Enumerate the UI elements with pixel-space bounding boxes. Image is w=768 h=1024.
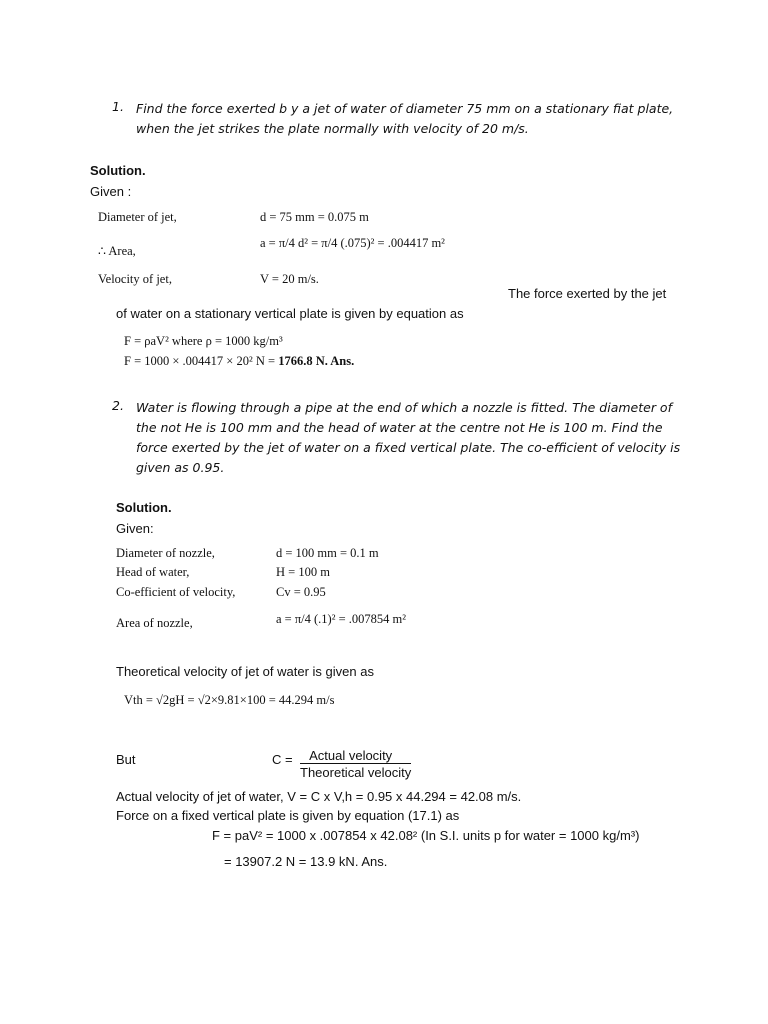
given-label-1: Given : — [90, 184, 132, 199]
given-2-label-area: Area of nozzle, — [116, 616, 193, 630]
given-2-value-diameter: d = 100 mm = 0.1 m — [276, 546, 379, 560]
jet-force-text-left: of water on a stationary vertical plate is given by equation as — [116, 306, 464, 321]
given-2-label-diameter: Diameter of nozzle, — [116, 546, 215, 560]
given-2-value-area: a = π/4 (.1)² = .007854 m² — [276, 612, 406, 626]
given-1-label-area: ∴ Area, — [98, 244, 136, 258]
question-2-line-2: the not He is 100 mm and the head of water at the centre not He is 100 m. Find the — [136, 420, 663, 435]
question-2-line-1: Water is flowing through a pipe at the end of which a nozzle is fitted. The diameter of — [136, 400, 672, 415]
given-2-label-head: Head of water, — [116, 565, 190, 579]
given-1-value-diameter-text: d = 75 mm = 0.075 m — [260, 210, 369, 224]
given-1-label-velocity: Velocity of jet, — [98, 272, 172, 286]
question-2-line-4: given as 0.95. — [136, 460, 225, 475]
force-intro-text: Force on a fixed vertical plate is given by equation (17.1) as — [116, 808, 460, 823]
solution-heading-2: Solution. — [116, 500, 172, 515]
equation-2-answer: 1766.8 N. Ans. — [278, 354, 355, 368]
cv-numerator: Actual velocity — [300, 748, 411, 764]
theoretical-velocity-text: Theoretical velocity of jet of water is given as — [116, 664, 374, 679]
but-label: But — [116, 752, 136, 767]
cv-lhs: C = — [272, 752, 293, 767]
given-2-value-head: H = 100 m — [276, 565, 330, 579]
cv-denominator: Theoretical velocity — [300, 765, 412, 780]
equation-2 — [124, 354, 354, 369]
actual-velocity-text: Actual velocity of jet of water, V = C x V,h = 0.95 x 44.294 = 42.08 m/s. — [116, 789, 522, 804]
question-1-line-2: when the jet strikes the plate normally with velocity of 20 m/s. — [136, 121, 529, 136]
question-number-2: 2. — [112, 398, 124, 413]
given-label-2: Given: — [116, 521, 154, 536]
given-1-value-diameter — [260, 210, 369, 225]
solution-heading-1: Solution. — [90, 163, 146, 178]
question-number-1: 1. — [112, 99, 124, 114]
question-2-line-3: force exerted by the jet of water on a fixed vertical plate. The co-efficient of velocity is — [136, 440, 681, 455]
force-equation: F = paV² = 1000 x .007854 x 42.08² (In S.I. units p for water = 1000 kg/m³) — [212, 828, 640, 843]
given-2-value-cv: Cv = 0.95 — [276, 585, 326, 599]
theoretical-velocity-equation: Vth = √2gH = √2×9.81×100 = 44.294 m/s — [124, 693, 335, 707]
given-1-value-velocity: V = 20 m/s. — [260, 272, 319, 286]
given-1-value-area: a = π/4 d² = π/4 (.075)² = .004417 m² — [260, 236, 445, 250]
equation-1: F = ρaV² where ρ = 1000 kg/m³ — [124, 334, 283, 348]
force-result: = 13907.2 N = 13.9 kN. Ans. — [224, 854, 388, 869]
jet-force-text-right: The force exerted by the jet — [508, 286, 667, 301]
given-2-label-cv: Co-efficient of velocity, — [116, 585, 236, 599]
question-1-line-1: Find the force exerted b y a jet of water of diameter 75 mm on a stationary fiat plate, — [136, 101, 674, 116]
given-1-label-diameter: Diameter of jet, — [98, 210, 177, 224]
cv-fraction — [300, 748, 411, 780]
equation-2-text: F = 1000 × .004417 × 20² N = — [124, 354, 279, 368]
